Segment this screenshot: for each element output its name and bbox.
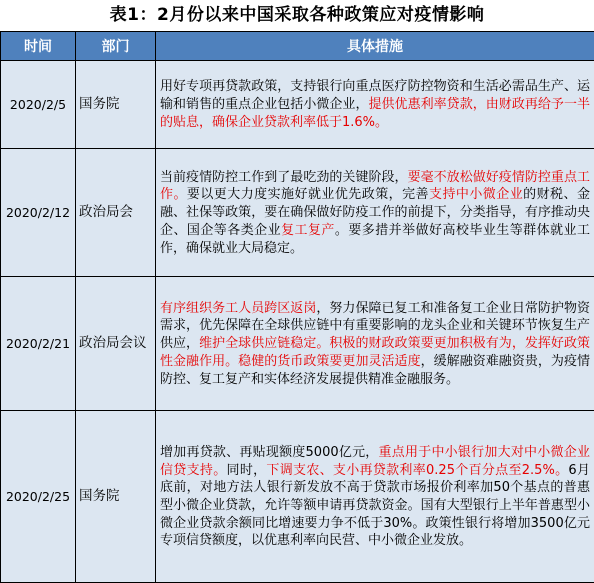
row-dept: 国务院 <box>76 61 156 149</box>
row-date: 2020/2/12 <box>1 149 76 277</box>
highlighted-text: 重点用于中小银行加大对中小微企业信贷支持。 <box>160 445 590 478</box>
header-dept: 部门 <box>76 32 156 61</box>
highlighted-text: 维护全球供应链稳定。积极的财政政策要更加积极有为，发挥好政策性金融作用。稳健的货币政策要更加灵活适度 <box>160 336 590 369</box>
measure-text: 的财税、金融、社保等政策，要在确保做好防疫工作的前提下，分类指导，有序推动央企、国企等各类企业 <box>160 187 590 237</box>
highlighted-text: 要毫不放松做好疫情防控重点工作。 <box>160 170 590 203</box>
row-measures <box>156 277 594 411</box>
row-dept: 国务院 <box>76 411 156 583</box>
header-measures: 具体措施 <box>156 32 594 61</box>
header-row <box>1 32 594 61</box>
row-measures <box>156 61 594 149</box>
policy-table <box>0 31 594 583</box>
measure-text: 6月底前，对地方法人银行新发放不高于贷款市场报价利率加50个基点的普惠型小微企业贷款，允许等额申请再贷款资金。国有大型银行上半年普惠型小微企业贷款余额同比增速要力争不低于30%。政策性银行将增加3500亿元专项信贷额度，以优惠利率向民营、中小微企业发放。 <box>160 463 590 549</box>
measure-text: ，缓解融资难融资贵，为疫情防控、复工复产和实体经济发展提供精准金融服务。 <box>160 354 590 387</box>
measure-text: 同时， <box>227 463 267 478</box>
row-measures <box>156 149 594 277</box>
measure-text: 增加再贷款、再贴现额度5000亿元， <box>160 445 379 460</box>
row-dept: 政治局会 <box>76 149 156 277</box>
table-title: 表1：2月份以来中国采取各种政策应对疫情影响 <box>0 0 594 30</box>
measure-text: ，努力保障已复工和准备复工企业日常防护物资需求，优先保障在全球供应链中有重要影响的龙头企业和关键环节恢复生产供应， <box>160 301 590 351</box>
table-row <box>1 277 594 411</box>
header-time: 时间 <box>1 32 76 61</box>
row-dept: 政治局会议 <box>76 277 156 411</box>
highlighted-text: 有序组织务工人员跨区返岗 <box>160 301 316 316</box>
measure-text: 当前疫情防控工作到了最吃劲的关键阶段， <box>160 170 408 185</box>
highlighted-text: 提供优惠利率贷款，由财政再给予一半的贴息，确保企业贷款利率低于1.6%。 <box>160 97 590 130</box>
measure-text: 要以更大力度实施好就业优先政策，完善 <box>187 187 429 202</box>
row-date: 2020/2/5 <box>1 61 76 149</box>
measure-text: 用好专项再贷款政策，支持银行向重点医疗防控物资和生活必需品生产、运输和销售的重点企业包括小微企业， <box>160 79 590 112</box>
table-row <box>1 61 594 149</box>
highlighted-text: 下调支农、支小再贷款利率0.25个百分点至2.5%。 <box>266 463 568 478</box>
table-row <box>1 149 594 277</box>
measure-text: 。要多措并举做好高校毕业生等群体就业工作，确保就业大局稳定。 <box>160 223 590 256</box>
row-date: 2020/2/21 <box>1 277 76 411</box>
table-row <box>1 411 594 583</box>
highlighted-text: 复工复产 <box>281 223 335 238</box>
row-date: 2020/2/25 <box>1 411 76 583</box>
highlighted-text: 支持中小微企业 <box>429 187 523 202</box>
row-measures <box>156 411 594 583</box>
